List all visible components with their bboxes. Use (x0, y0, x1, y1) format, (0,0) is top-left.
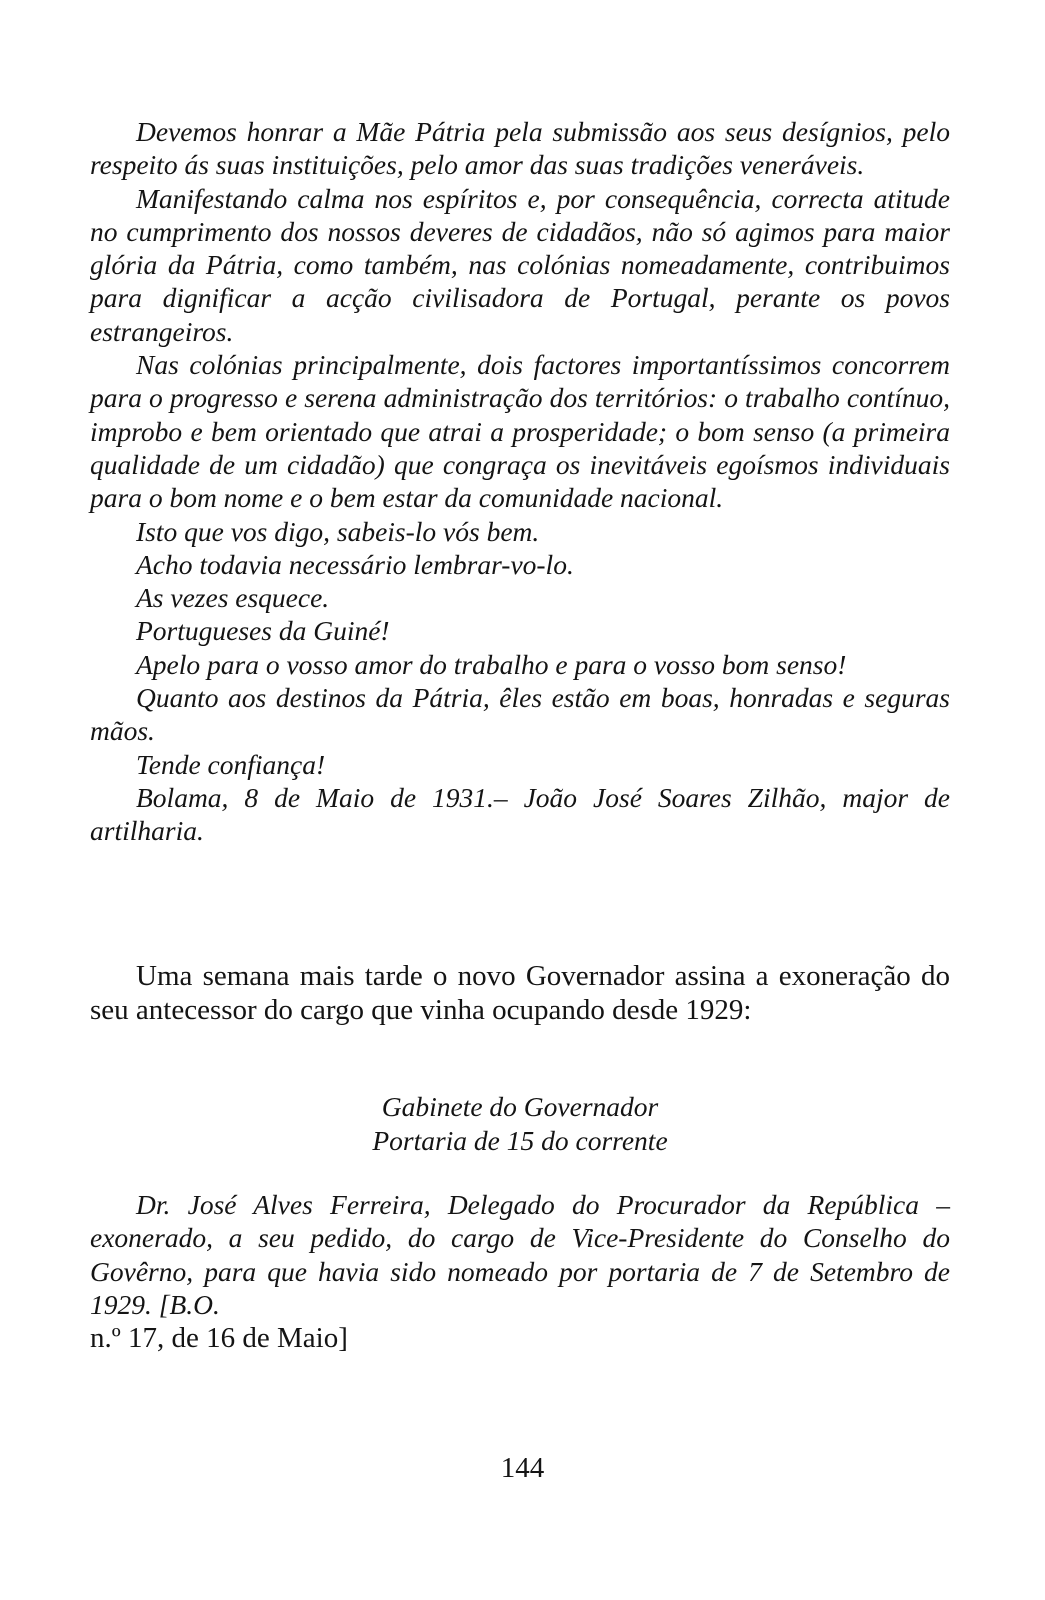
decree-reference: n.º 17, de 16 de Maio] (90, 1322, 348, 1355)
page-number: 144 (500, 1452, 545, 1484)
letter-signature: Bolama, 8 de Maio de 1931.– João José Soares Zilhão, major de artilharia. (90, 781, 950, 847)
letter-paragraph: Quanto aos destinos da Pátria, êles estão em boas, honradas e seguras mãos. (90, 682, 950, 747)
decree-body (90, 1188, 950, 1355)
narrative-body (90, 960, 950, 1027)
letter-paragraph: Tende confiança! (136, 748, 326, 780)
heading-line-1: Gabinete do Governador (381, 1091, 659, 1122)
decree-text: Dr. José Alves Ferreira, Delegado do Procurador da República – exonerado, a seu pedido, do cargo de Vice-Presidente do Conselho do Govêrno, para que havia sido nomeado por portaria de 7 de Setembro de 1929. [B.O. (90, 1189, 950, 1320)
letter-paragraph: Isto que vos digo, sabeis-lo vós bem. (136, 515, 540, 547)
narrative-paragraph: Uma semana mais tarde o novo Governador assina a exoneração do seu antecessor do cargo que vinha ocupando desde 1929: (90, 960, 950, 1026)
heading-line-2: Portaria de 15 do corrente (372, 1124, 668, 1156)
letter-paragraph: Nas colónias principalmente, dois factores importantíssimos concorrem para o progresso e serena administração dos territórios: o trabalho contínuo, improbo e bem orientado que atrai a prosperidade; o bom senso (a primeira qualidade de um cidadão) que congraça os inevitáveis egoísmos individuais para o bom nome e o bem estar da comunidade nacional. (90, 349, 950, 514)
letter-paragraph: As vezes esquece. (136, 582, 330, 614)
letter-paragraph: Acho todavia necessário lembrar-vo-lo. (136, 548, 574, 580)
letter-paragraph: Apelo para o vosso amor do trabalho e para o vosso bom senso! (136, 648, 847, 680)
letter-body (90, 115, 950, 848)
decree-heading (90, 1090, 950, 1157)
letter-paragraph: Portugueses da Guiné! (136, 615, 390, 647)
letter-paragraph: Devemos honrar a Mãe Pátria pela submissão aos seus desígnios, pelo respeito ás suas instituições, pelo amor das suas tradições veneráveis. (90, 116, 950, 181)
letter-paragraph: Manifestando calma nos espíritos e, por consequência, correcta atitude no cumprimento dos nossos deveres de cidadãos, não só agimos para maior glória da Pátria, como também, nas colónias nomeadamente, contribuimos para dignificar a acção civilisadora de Portugal, perante os povos estrangeiros. (90, 182, 950, 347)
